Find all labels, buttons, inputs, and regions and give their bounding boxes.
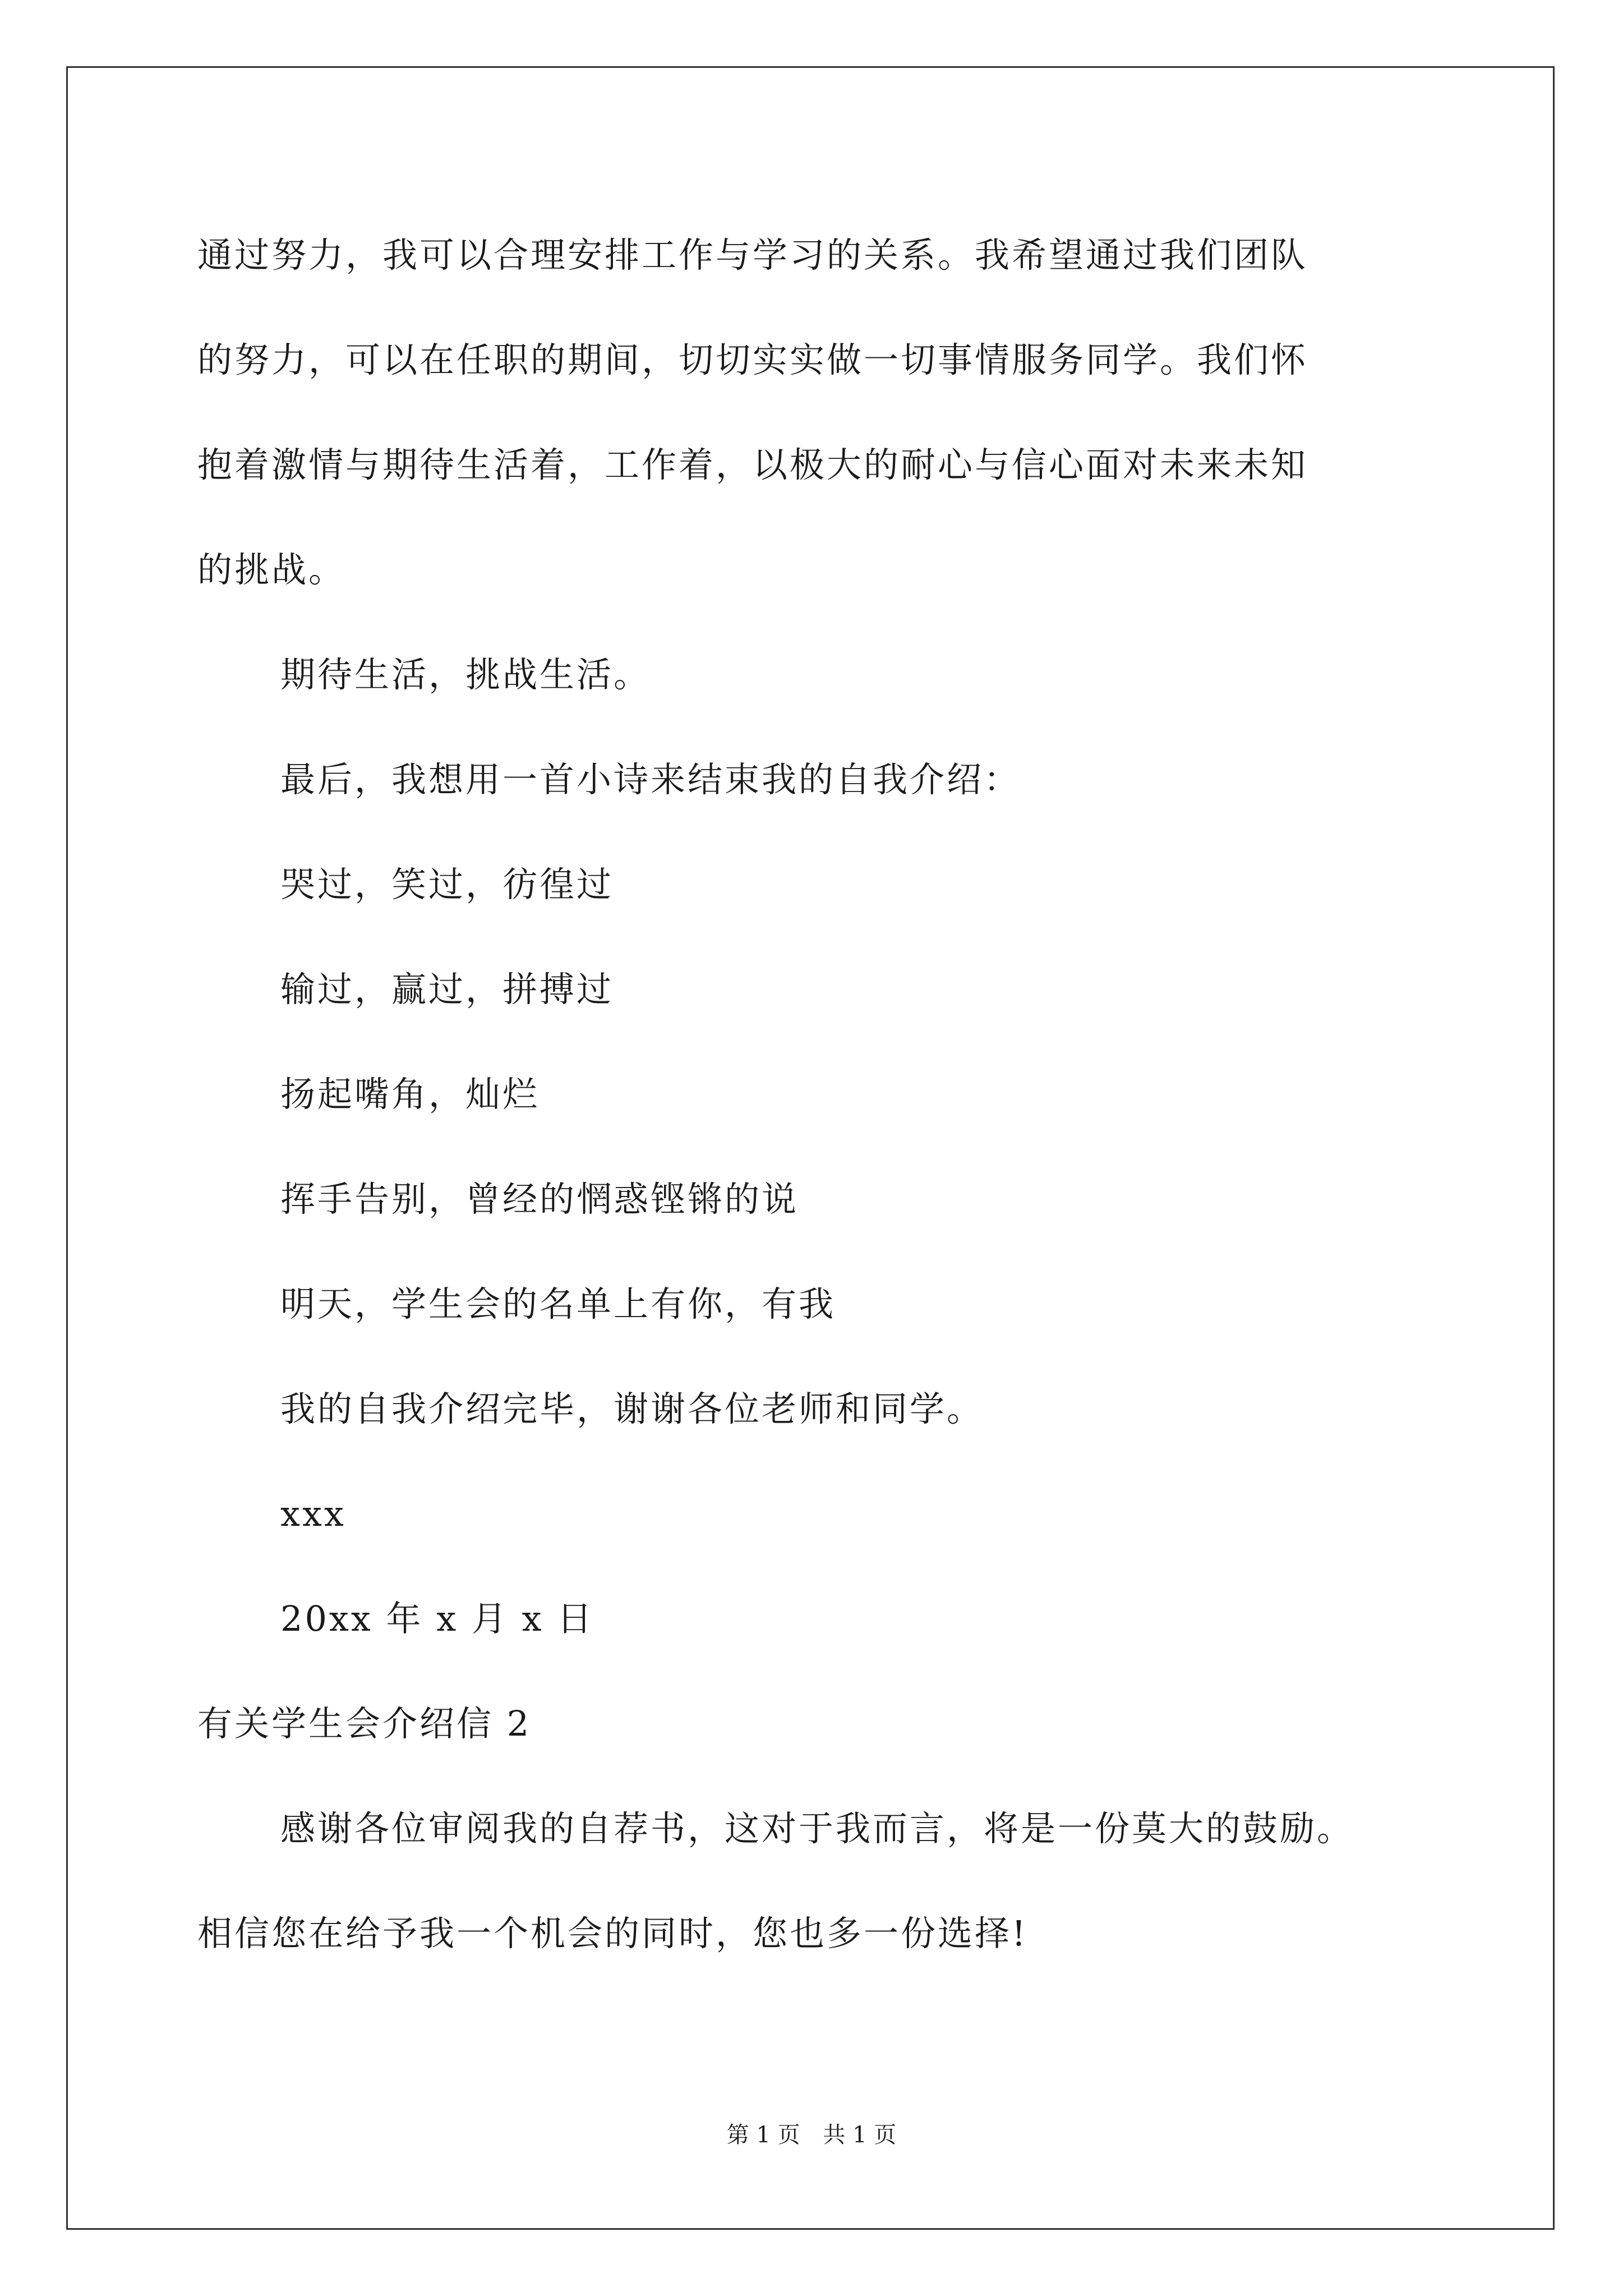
body-line: 抱着激情与期待生活着，工作着，以极大的耐心与信心面对未来未知 [197,444,1308,485]
poem-line: 扬起嘴角，灿烂 [280,1074,540,1115]
body-line: 通过努力，我可以合理安排工作与学习的关系。我希望通过我们团队 [197,234,1308,275]
poem-line: 明天，学生会的名单上有你，有我 [280,1283,836,1324]
page-footer [0,2119,1623,2151]
body-line: 的努力，可以在任职的期间，切切实实做一切事情服务同学。我们怀 [197,339,1308,380]
poem-line: 输过，赢过，拼搏过 [280,969,614,1010]
poem-line: 哭过，笑过，彷徨过 [280,864,614,905]
paragraph: 期待生活，挑战生活。 [280,654,651,695]
closing-line: 我的自我介绍完毕，谢谢各位老师和同学。 [280,1388,984,1429]
date-line: 20xx 年 x 月 x 日 [280,1598,594,1639]
signature: xxx [280,1493,346,1534]
page-border [66,66,1555,2230]
letter2-line: 相信您在给予我一个机会的同时，您也多一份选择! [197,1913,1028,1954]
letter2-line: 感谢各位审阅我的自荐书，这对于我而言，将是一份莫大的鼓励。 [280,1808,1354,1849]
paragraph: 最后，我想用一首小诗来结束我的自我介绍： [280,759,1021,800]
poem-line: 挥手告别，曾经的惘惑铿锵的说 [280,1179,799,1220]
page-total: 共 1 页 [823,2122,897,2148]
body-line: 的挑战。 [197,549,346,590]
section-title: 有关学生会介绍信 2 [197,1703,532,1744]
page-number: 第 1 页 [726,2122,800,2148]
